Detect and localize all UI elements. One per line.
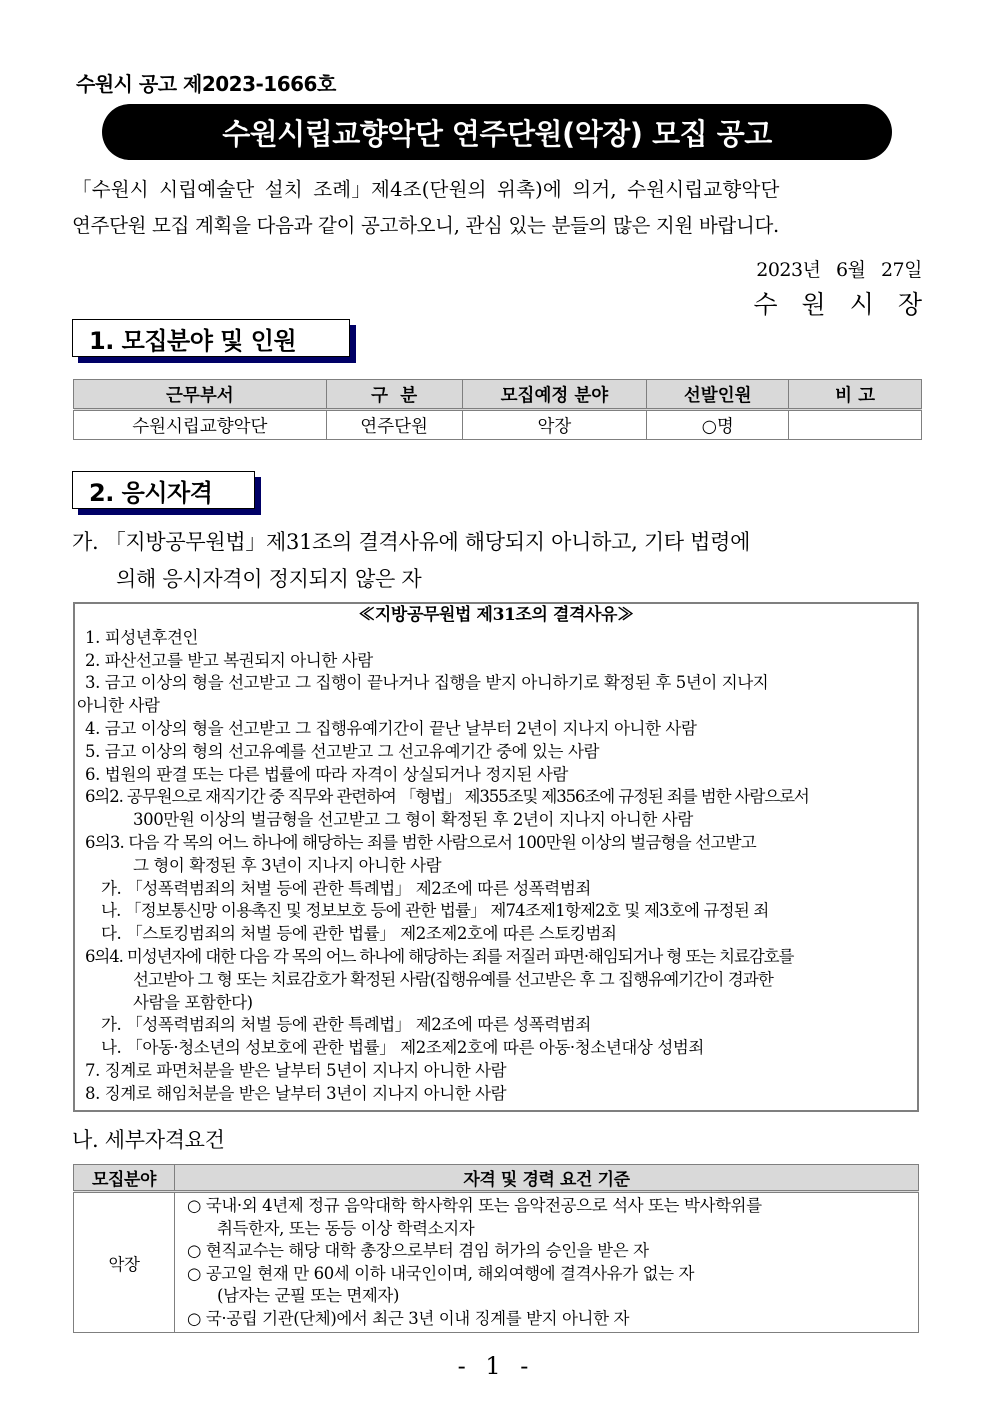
- disqualification-line: 6. 법원의 판결 또는 다른 법률에 따라 자격이 상실되거나 정지된 사람: [85, 764, 568, 784]
- page-number: - 1 -: [457, 1352, 535, 1380]
- cell-criteria: [175, 1192, 919, 1333]
- disqualification-line: 나. 「아동·청소년의 성보호에 관한 법률」 제2조제2호에 따른 아동·청소년대상 성범죄: [101, 1038, 704, 1058]
- disqualification-line: 선고받아 그 형 또는 치료감호가 확정된 사람(집행유예를 선고받은 후 그 집행유예기간이 경과한: [133, 969, 773, 989]
- disqualification-line: 7. 징계로 파면처분을 받은 날부터 5년이 지나지 아니한 사람: [85, 1060, 507, 1080]
- disqualification-line: 6의4. 미성년자에 대한 다음 각 목의 어느 하나에 해당하는 죄를 저질러 파면·해임되거나 형 또는 치료감호를: [85, 946, 794, 966]
- criteria-line: 취득한자, 또는 동등 이상 학력소지자: [217, 1218, 475, 1238]
- cell-field: 악장: [462, 410, 647, 440]
- header-remarks: 비 고: [789, 380, 922, 410]
- signer: 수원시장: [753, 290, 946, 319]
- table-row: [74, 410, 922, 440]
- criteria-line: ○ 현직교수는 해당 대학 총장으로부터 겸임 허가의 승인을 받은 자: [187, 1241, 649, 1260]
- disqualification-line: 1. 피성년후견인: [85, 627, 199, 647]
- document-title-text: 수원시립교향악단 연주단원(악장) 모집 공고: [222, 116, 772, 151]
- header-criteria: 자격 및 경력 요건 기준: [175, 1165, 919, 1192]
- table-header-row: [74, 1165, 919, 1192]
- criteria-line: ○ 국내·외 4년제 정규 음악대학 학사학위 또는 음악전공으로 석사 또는 박사학위를: [187, 1196, 762, 1215]
- detailed-requirements-table: [73, 1164, 919, 1333]
- header-department: 근무부서: [74, 380, 327, 410]
- disqualification-line: 4. 금고 이상의 형을 선고받고 그 집행유예기간이 끝난 날부터 2년이 지나지 아니한 사람: [85, 718, 697, 738]
- intro-line-2: 연주단원 모집 계획을 다음과 같이 공고하오니, 관심 있는 분들의 많은 지원 바랍니다.: [72, 214, 779, 237]
- notice-date: 2023년 6월 27일: [756, 259, 922, 281]
- header-headcount: 선발인원: [647, 380, 789, 410]
- disqualification-line: 가. 「성폭력범죄의 처벌 등에 관한 특례법」 제2조에 따른 성폭력범죄: [101, 878, 591, 898]
- disqualification-line: 나. 「정보통신망 이용촉진 및 정보보호 등에 관한 법률」 제74조제1항제2호 및 제3호에 규정된 죄: [101, 901, 769, 921]
- table-header-row: [74, 380, 922, 410]
- intro-paragraph: [72, 172, 924, 244]
- cell-remarks: [789, 410, 922, 440]
- disqualification-line: 아니한 사람: [77, 696, 160, 716]
- qualification-item-ga: [72, 524, 932, 598]
- recruitment-table: [73, 379, 922, 440]
- cell-category: 연주단원: [326, 410, 462, 440]
- criteria-line: ○ 공고일 현재 만 60세 이하 내국인이며, 해외여행에 결격사유가 없는 자: [187, 1263, 695, 1283]
- qualification-item-na-heading: 나. 세부자격요건: [72, 1128, 225, 1152]
- disqualification-line: 가. 「성폭력범죄의 처벌 등에 관한 특례법」 제2조에 따른 성폭력범죄: [101, 1015, 591, 1035]
- header-field: 모집예정 분야: [462, 380, 647, 410]
- criteria-line: (남자는 군필 또는 면제자): [217, 1286, 399, 1305]
- disqualification-box: [73, 602, 919, 1112]
- disqualification-line: 다. 「스토킹범죄의 처벌 등에 관한 법률」 제2조제2호에 따른 스토킹범죄: [101, 924, 617, 944]
- header-field: 모집분야: [74, 1165, 175, 1192]
- qualification-ga-line-1: 가. 「지방공무원법」제31조의 결격사유에 해당되지 아니하고, 기타 법령에: [72, 530, 751, 554]
- disqualification-line: 6의3. 다음 각 목의 어느 하나에 해당하는 죄를 범한 사람으로서 100만원 이상의 벌금형을 선고받고: [85, 832, 756, 852]
- disqualification-line: 300만원 이상의 벌금형을 선고받고 그 형이 확정된 후 2년이 지나지 아니한 사람: [133, 810, 693, 830]
- disqualification-line: 사람을 포함한다): [133, 992, 253, 1012]
- disqualification-line: 3. 금고 이상의 형을 선고받고 그 집행이 끝나거나 집행을 받지 아니하기로 확정된 후 5년이 지나지: [85, 673, 769, 693]
- qualification-ga-line-2: 의해 응시자격이 정지되지 않은 자: [116, 567, 422, 591]
- document-title: [102, 104, 892, 160]
- header-category: 구 분: [326, 380, 462, 410]
- section-heading-recruitment: [72, 319, 350, 357]
- disqualification-line: 그 형이 확정된 후 3년이 지나지 아니한 사람: [133, 855, 442, 875]
- cell-headcount: ○명: [647, 410, 789, 440]
- section-heading-text: 2. 응시자격: [89, 478, 213, 507]
- section-heading-qualifications: [72, 471, 255, 509]
- disqualification-box-title: ≪지방공무원법 제31조의 결격사유≫: [358, 605, 634, 625]
- disqualification-line: 2. 파산선고를 받고 복권되지 아니한 사람: [85, 650, 373, 670]
- disqualification-line: 5. 금고 이상의 형의 선고유예를 선고받고 그 선고유예기간 중에 있는 사람: [85, 741, 600, 761]
- notice-number: 수원시 공고 제2023-1666호: [76, 72, 336, 96]
- disqualification-line: 6의2. 공무원으로 재직기간 중 직무와 관련하여 「형법」 제355조및 제356조에 규정된 죄를 범한 사람으로서: [85, 787, 809, 807]
- disqualification-line: 8. 징계로 해임처분을 받은 날부터 3년이 지나지 아니한 사람: [85, 1083, 507, 1103]
- section-heading-text: 1. 모집분야 및 인원: [89, 326, 297, 355]
- cell-department: 수원시립교향악단: [74, 410, 327, 440]
- table-row: [74, 1192, 919, 1333]
- intro-line-1: 「수원시 시립예술단 설치 조례」제4조(단원의 위촉)에 의거, 수원시립교향악단: [72, 178, 780, 201]
- criteria-line: ○ 국·공립 기관(단체)에서 최근 3년 이내 징계를 받지 아니한 자: [187, 1308, 630, 1328]
- cell-field: 악장: [74, 1192, 175, 1333]
